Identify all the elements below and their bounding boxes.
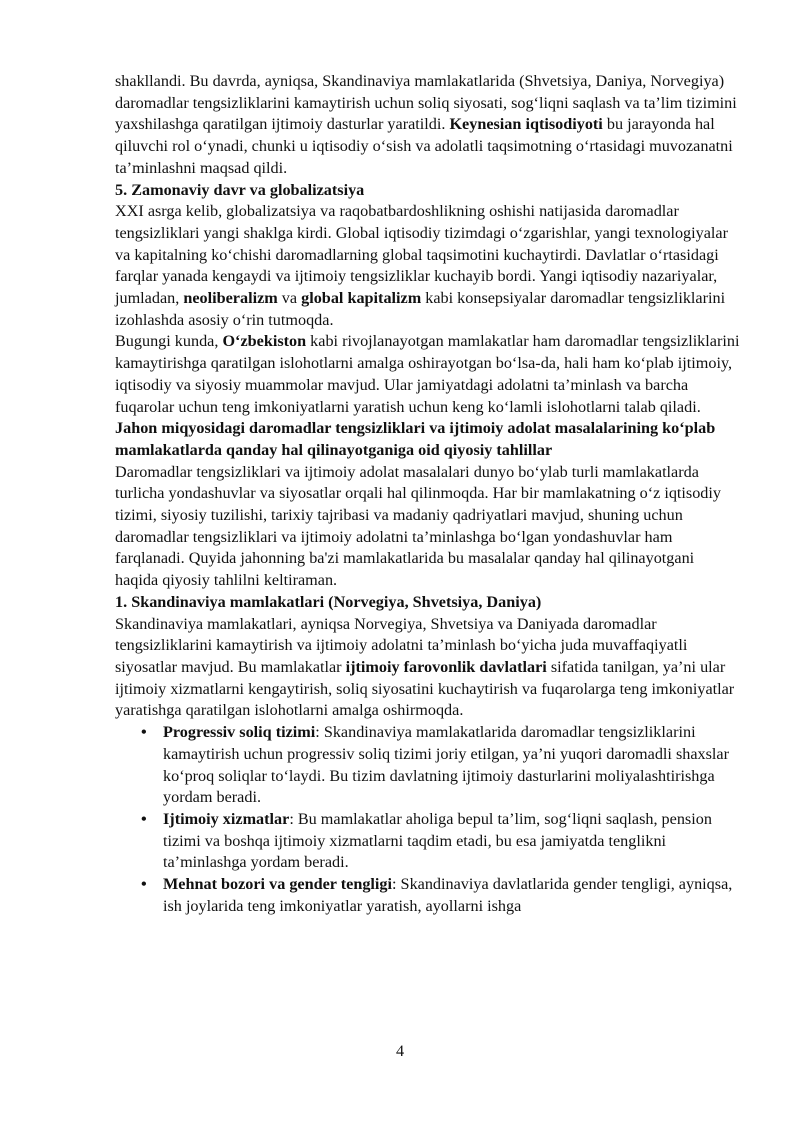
list-item [115,809,740,874]
text-run: va [277,289,302,308]
bullet-text: : Skandinaviya davlatlarida gender tengligi, ayniqsa, ish joylarida teng imkoniyatlar yaratish, ayollarni ishga [163,875,733,915]
text-run: shakllandi. Bu davrda, ayniqsa, Skandinaviya mamlakatlarida (Shvetsiya, Daniya, Norvegiya) daromadlar tengsizliklarini kamaytirish uchun soliq siyosati, sog‘liqni saqlash va ta’lim tizimini yaxshilashga qaratilgan ijtimoiy dasturlar yaratildi. [115,72,737,134]
section-heading-5: 5. Zamonaviy davr va globalizatsiya [115,180,365,199]
paragraph-globalization [115,201,740,331]
section-heading-scandinavia: 1. Skandinaviya mamlakatlari (Norvegiya, Shvetsiya, Daniya) [115,592,542,611]
text-run: Bugungi kunda, [115,332,223,351]
bold-term-keynesian: Keynesian iqtisodiyoti [449,115,603,134]
text-run: kabi rivojlanayotgan mamlakatlar ham daromadlar tengsizliklarini kamaytirishga qaratilgan islohotlarni amalga oshirayotgan bo‘lsa-da, hali ham ko‘plab ijtimoiy, iqtisodiy va siyosiy muammolar mavjud. Ular jamiyatdagi adolatni ta’minlash va barcha fuqarolar uchun teng imkoniyatlarni yaratish uchun keng ko‘lamli islohotlarni talab qiladi. [115,332,740,416]
paragraph-comparative: Daromadlar tengsizliklari va ijtimoiy adolat masalalari dunyo bo‘ylab turli mamlakatlarda turlicha yondashuvlar va siyosatlar orqali hal qilinmoqda. Har bir mamlakatning o‘z iqtisodiy tizimi, siyosiy tuzilishi, tarixiy tajribasi va madaniy qadriyatlari mavjud, shuning uchun daromadlar tengsizliklari va ijtimoiy adolatni ta’minlashga bo‘lgan yondashuvlar ham farqlanadi. Quyida jahonning ba'zi mamlakatlarida bu masalalar qanday hal qilinayotgani haqida qiyosiy tahlilni keltiraman. [115,462,721,590]
list-item [115,874,740,917]
bullet-term: Mehnat bozori va gender tengligi [163,875,393,894]
text-run: bu jarayonda hal qiluvchi rol o‘ynadi, chunki u iqtisodiy o‘sish va adolatli taqsimotning o‘rtasidagi muvozanatni ta’minlashni maqsad qildi. [115,115,733,177]
bullet-text: : Bu mamlakatlar aholiga bepul ta’lim, sog‘liqni saqlash, pension tizimi va boshqa ijtimoiy xizmatlarni taqdim etadi, bu esa jamiyatda tenglikni ta’minlashga yordam beradi. [163,809,712,872]
text-run: sifatida tanilgan, ya’ni ular ijtimoiy xizmatlarni kengaytirish, soliq siyosatini kuchaytirish va fuqarolarga teng imkoniyatlar yaratishga qaratilgan islohotlarni amalga oshirmoqda. [115,657,735,720]
bold-term-welfare-states: ijtimoiy farovonlik davlatlari [345,657,547,676]
bullet-term: Ijtimoiy xizmatlar [163,809,290,828]
paragraph-uzbekistan [115,331,740,418]
paragraph-scandinavia [115,614,740,723]
bullet-term: Progressiv soliq tizimi [163,723,316,742]
bold-term-global-capitalism: global kapitalizm [301,289,422,308]
bullet-list [115,722,740,917]
document-page [115,71,740,917]
list-item [115,722,740,809]
text-run: Skandinaviya mamlakatlari, ayniqsa Norvegiya, Shvetsiya va Daniyada daromadlar tengsizliklarini kamaytirish va ijtimoiy adolatni ta’minlash bo‘yicha juda muvaffaqiyatli siyosatlar mavjud. Bu mamlakatlar [115,614,688,676]
main-heading: Jahon miqyosidagi daromadlar tengsizliklari va ijtimoiy adolat masalalarining ko‘plab mamlakatlarda qanday hal qilinayotganiga oid qiyosiy tahlillar [115,419,716,459]
bullet-text: : Skandinaviya mamlakatlarida daromadlar tengsizliklarini kamaytirish uchun progressiv soliq tizimi joriy etilgan, ya’ni yuqori daromadli shaxslar ko‘proq soliqlar to‘laydi. Bu tizim davlatning ijtimoiy dasturlarini moliyalashtirishga yordam beradi. [163,723,730,807]
bold-term-neoliberalism: neoliberalizm [183,289,278,308]
text-run: XXI asrga kelib, globalizatsiya va raqobatbardoshlikning oshishi natijasida daromadlar tengsizliklari yangi shaklga kirdi. Global iqtisodiy tizimdagi o‘zgarishlar, yangi texnologiyalar va kapitalning ko‘chishi daromadlarning global taqsimotini kuchaytirdi. Davlatlar o‘rtasidagi farqlar yanada kengaydi va ijtimoiy tengsizliklar kuchayib bordi. Yangi iqtisodiy nazariyalar, jumladan, [115,202,728,308]
bold-term-uzbekistan: O‘zbekiston [222,332,307,351]
paragraph-intro [115,71,740,180]
text-run: kabi konsepsiyalar daromadlar tengsizliklarini izohlashda asosiy o‘rin tutmoqda. [115,289,726,329]
page-number: 4 [395,1042,405,1060]
